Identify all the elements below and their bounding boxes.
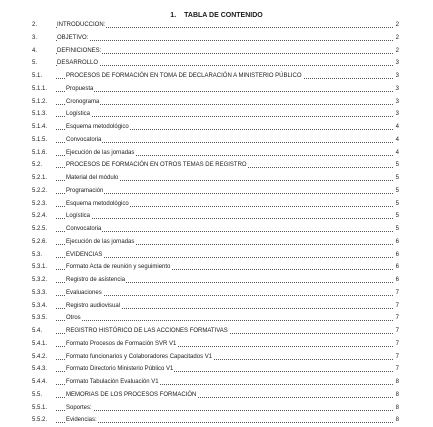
toc-entry[interactable] [0, 57, 433, 70]
toc-entry-label[interactable]: REGISTRO HISTÓRICO DE LAS ACCIONES FORMATIVAS [66, 325, 229, 338]
toc-dot-leader [56, 193, 393, 194]
toc-entry[interactable] [0, 402, 433, 415]
toc-entry-label[interactable]: Formato Tabulación Evaluación V1 [66, 376, 160, 389]
toc-entry[interactable] [0, 363, 433, 376]
toc-entry-label[interactable]: DESARROLLO [57, 57, 99, 70]
toc-dot-leader [56, 104, 393, 105]
toc-entry-label[interactable]: PROCESOS DE FORMACIÓN EN OTROS TEMAS DE REGISTRO [66, 159, 248, 172]
toc-entry-number: 5.4.1. [32, 340, 48, 347]
toc-entry-page: 7 [395, 351, 399, 364]
toc-entry-number: 5.3.4. [32, 302, 48, 309]
toc-entry-label[interactable]: Formato Procesos de Formación SVR V1 [66, 338, 177, 351]
toc-entry-number: 5.5.2. [32, 417, 48, 424]
toc-entry-label[interactable]: Convocatoria [66, 134, 102, 147]
toc-entry[interactable] [0, 414, 433, 427]
toc-entry-page: 7 [395, 363, 399, 376]
toc-entry-label[interactable]: Evaluaciones [66, 287, 103, 300]
toc-dot-leader [56, 410, 393, 411]
toc-entry[interactable] [0, 70, 433, 83]
toc-entry[interactable] [0, 338, 433, 351]
toc-entry[interactable] [0, 274, 433, 287]
toc-entry[interactable] [0, 261, 433, 274]
toc-dot-leader [56, 91, 393, 92]
toc-entry-label[interactable]: OBJETIVO: [57, 32, 89, 45]
toc-entry-page: 4 [395, 134, 399, 147]
toc-entry-page: 2 [395, 32, 399, 45]
toc-entry[interactable] [0, 312, 433, 325]
toc-entry[interactable] [0, 83, 433, 96]
toc-entry-page: 7 [395, 325, 399, 338]
toc-entry-label[interactable]: Registro audiovisual [66, 300, 121, 313]
toc-heading-text: TABLA DE CONTENIDO [184, 12, 263, 19]
toc-entry[interactable] [0, 19, 433, 32]
toc-entry-page: 7 [395, 300, 399, 313]
toc-entry-label[interactable]: INTRODUCCION: [57, 19, 106, 32]
toc-entry-number: 5.3.5. [32, 315, 48, 322]
toc-dot-leader [56, 257, 393, 258]
toc-entry-number: 5. [32, 60, 38, 67]
toc-entry-label[interactable]: Ejecución de las jornadas [66, 147, 135, 160]
toc-entry-number: 5.4.3. [32, 366, 48, 373]
toc-entry-label[interactable]: Material del módulo [66, 172, 119, 185]
toc-dot-leader [56, 295, 393, 296]
toc-entry-number: 5.3.2. [32, 277, 48, 283]
toc-entry-label[interactable]: Logística [66, 210, 91, 223]
toc-entry-number: 5.4. [32, 328, 43, 334]
toc-entry-number: 5.1.4. [32, 124, 48, 130]
toc-entry[interactable] [0, 32, 433, 45]
toc-entry-page: 3 [395, 70, 399, 83]
toc-entry-label[interactable]: Convocatoria [66, 223, 102, 236]
toc-entry-page: 6 [395, 236, 399, 249]
toc-entry-page: 6 [395, 274, 399, 287]
toc-entry-number: 2. [32, 22, 38, 28]
toc-entry[interactable] [0, 389, 433, 402]
toc-entry-page: 7 [395, 287, 399, 300]
toc-entry[interactable] [0, 249, 433, 262]
toc-entry[interactable] [0, 172, 433, 185]
toc-entry-number: 5.2.1. [32, 175, 48, 181]
toc-entry-number: 5.2.2. [32, 187, 48, 194]
toc-entry-number: 5.1.5. [32, 136, 48, 143]
toc-dot-leader [56, 422, 393, 423]
toc-entry-label[interactable]: PROCESOS DE FORMACIÓN EN TOMA DE DECLARACIÓN A MINISTERIO PÚBLICO [66, 70, 303, 83]
table-of-contents [0, 19, 433, 427]
toc-entry-label[interactable]: Cronograma [66, 96, 100, 109]
toc-entry[interactable] [0, 45, 433, 58]
toc-entry-page: 4 [395, 147, 399, 160]
toc-entry-page: 8 [395, 402, 399, 415]
toc-entry-label[interactable]: Registro de asistencia [66, 274, 126, 287]
toc-entry-number: 5.1.2. [32, 98, 48, 105]
toc-dot-leader [56, 27, 393, 28]
toc-entry-page: 5 [395, 223, 399, 236]
toc-entry-number: 4. [32, 47, 38, 54]
toc-entry-number: 5.1.1. [32, 85, 48, 92]
toc-entry[interactable] [0, 325, 433, 338]
toc-entry[interactable] [0, 134, 433, 147]
toc-entry-label[interactable]: Propuesta [66, 83, 94, 96]
toc-entry[interactable] [0, 185, 433, 198]
toc-dot-leader [56, 65, 393, 66]
toc-entry[interactable] [0, 351, 433, 364]
toc-entry-label[interactable]: Esquema metodológico [66, 121, 130, 134]
toc-entry-page: 8 [395, 414, 399, 427]
toc-entry-label[interactable]: Soportes: [66, 402, 93, 415]
toc-entry[interactable] [0, 121, 433, 134]
toc-entry-page: 6 [395, 261, 399, 274]
toc-entry-label[interactable]: Logística [66, 108, 91, 121]
toc-entry-number: 5.4.4. [32, 379, 48, 385]
toc-entry-label[interactable]: Otros [66, 312, 82, 325]
toc-dot-leader [56, 320, 393, 321]
toc-entry-page: 5 [395, 159, 399, 172]
toc-entry-page: 7 [395, 338, 399, 351]
toc-entry[interactable] [0, 300, 433, 313]
toc-entry-page: 7 [395, 312, 399, 325]
toc-entry-page: 8 [395, 389, 399, 402]
toc-entry-label[interactable]: Programación [66, 185, 104, 198]
toc-entry-number: 5.1.6. [32, 149, 48, 156]
toc-entry-page: 5 [395, 185, 399, 198]
toc-entry-label[interactable]: Formato Directorio Ministerio Público V1 [66, 363, 174, 376]
toc-entry-number: 5.2.5. [32, 226, 48, 232]
toc-entry-page: 5 [395, 198, 399, 211]
toc-entry-number: 5.4.2. [32, 353, 48, 360]
toc-entry[interactable] [0, 376, 433, 389]
toc-entry-page: 5 [395, 210, 399, 223]
toc-entry-label[interactable]: Esquema metodológico [66, 198, 130, 211]
toc-dot-leader [56, 116, 393, 117]
toc-entry-page: 3 [395, 83, 399, 96]
toc-entry-page: 3 [395, 108, 399, 121]
toc-dot-leader [56, 142, 393, 143]
toc-entry[interactable] [0, 210, 433, 223]
toc-entry-page: 3 [395, 96, 399, 109]
toc-entry-page: 2 [395, 19, 399, 32]
toc-entry-number: 5.3.1. [32, 264, 48, 271]
toc-entry[interactable] [0, 287, 433, 300]
toc-entry-number: 5.1.3. [32, 111, 48, 118]
toc-entry-label[interactable]: Ejecución de las jornadas [66, 236, 135, 249]
toc-entry-label[interactable]: Formato funcionarios y Colaboradores Capacitados V1 [66, 351, 213, 364]
toc-entry[interactable] [0, 108, 433, 121]
toc-entry-label[interactable]: Evidencias: [66, 414, 98, 427]
toc-entry-page: 8 [395, 376, 399, 389]
toc-entry-page: 4 [395, 121, 399, 134]
toc-dot-leader [56, 53, 393, 54]
toc-entry[interactable] [0, 236, 433, 249]
toc-entry[interactable] [0, 223, 433, 236]
toc-entry-page: 6 [395, 249, 399, 262]
toc-entry-page: 2 [395, 45, 399, 58]
toc-entry[interactable] [0, 96, 433, 109]
toc-dot-leader [56, 231, 393, 232]
toc-entry[interactable] [0, 159, 433, 172]
toc-dot-leader [56, 40, 393, 41]
toc-dot-leader [56, 218, 393, 219]
toc-entry-label[interactable]: Formato Acta de reunión y seguimiento [66, 261, 171, 274]
toc-entry-number: 5.1. [32, 73, 43, 79]
toc-entry-number: 3. [32, 34, 38, 41]
toc-entry-number: 5.3.3. [32, 289, 48, 296]
toc-entry-page: 5 [395, 172, 399, 185]
toc-entry-label[interactable]: MEMORIAS DE LOS PROCESOS FORMACIÓN [66, 389, 197, 402]
toc-entry-number: 5.2. [32, 162, 43, 169]
toc-entry[interactable] [0, 198, 433, 211]
toc-entry-number: 5.5.1. [32, 404, 48, 411]
toc-entry-number: 5.2.3. [32, 200, 48, 207]
toc-entry-number: 5.2.4. [32, 213, 48, 220]
toc-entry-number: 5.3. [32, 251, 43, 258]
toc-entry-label[interactable]: DEFINICIONES: [57, 45, 102, 58]
toc-entry-label[interactable]: EVIDENCIAS [66, 249, 103, 262]
toc-entry[interactable] [0, 147, 433, 160]
toc-entry-page: 3 [395, 57, 399, 70]
toc-heading-number: 1. [170, 12, 177, 19]
toc-entry-number: 5.5. [32, 391, 43, 398]
toc-entry-number: 5.2.6. [32, 238, 48, 245]
